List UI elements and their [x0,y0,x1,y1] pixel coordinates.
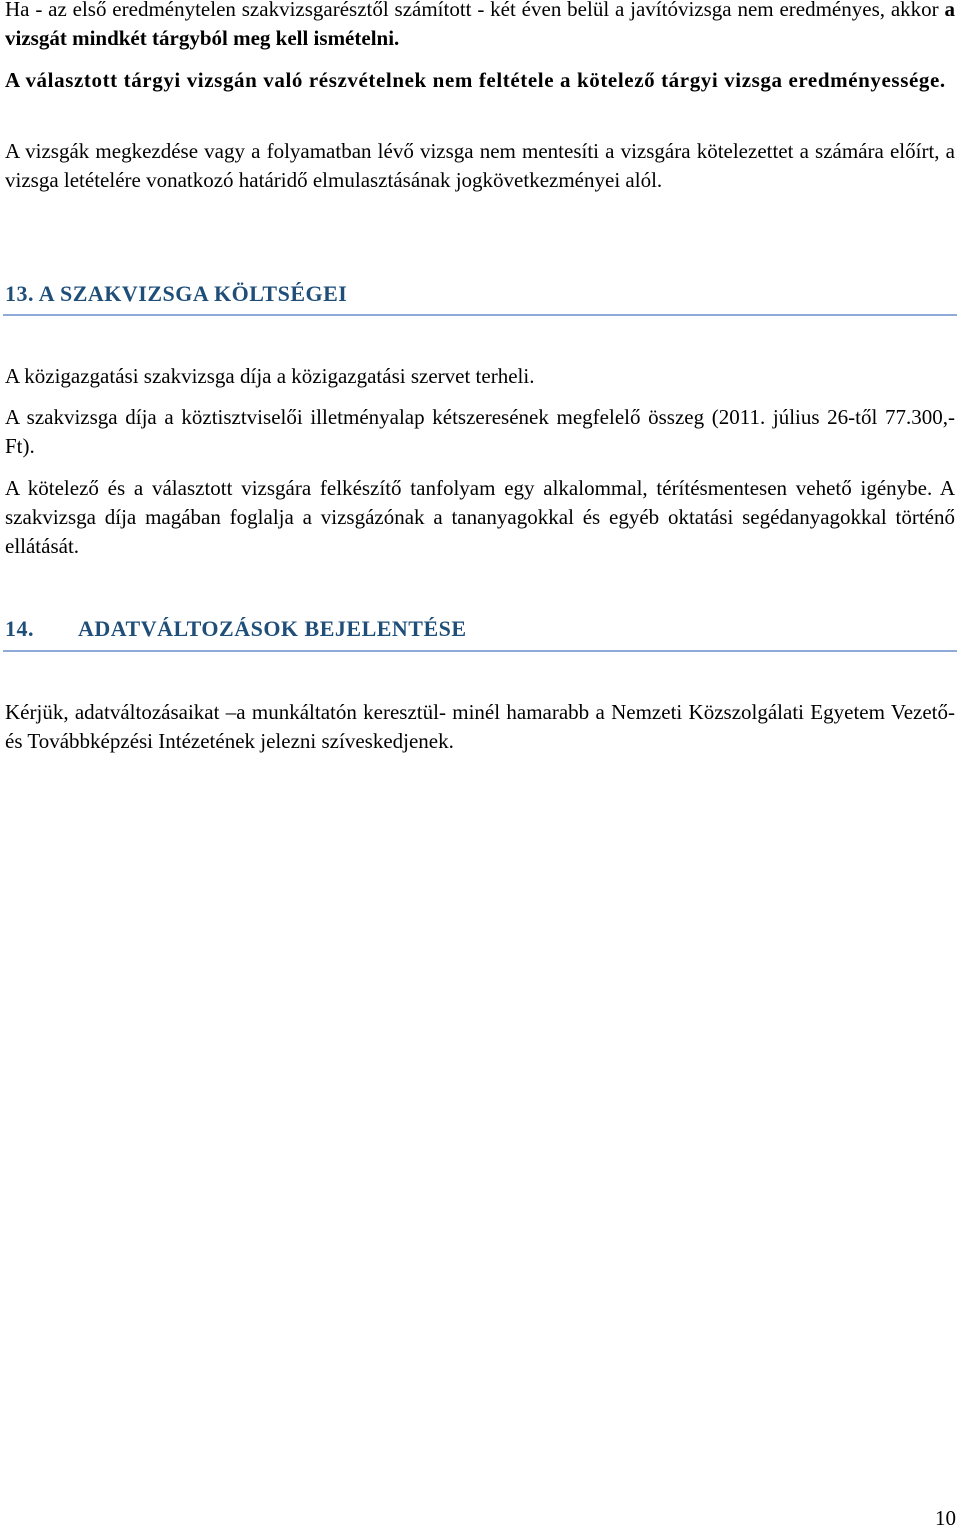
paragraph-elective-condition: A választott tárgyi vizsgán való részvételnek nem feltétele a kötelező tárgyi vizsga eredményessége. [5,68,946,92]
paragraph-retake-text: Ha - az első eredménytelen szakvizsgarésztől számított - két éven belül a javítóvizsga nem eredményes, akkor [5,0,945,21]
section-divider-14 [3,650,957,652]
paragraph-data-changes: Kérjük, adatváltozásaikat –a munkáltatón keresztül- minél hamarabb a Nemzeti Közszolgálati Egyetem Vezető- és Továbbképzési Intézetének jelezni szíveskedjenek. [5,700,955,753]
paragraph-fee-amount: A szakvizsga díja a köztisztviselői illetményalap kétszeresének megfelelő összeg (2011. július 26-től 77.300,- Ft). [5,405,955,458]
section-divider-13 [3,314,957,316]
section-number-14: 14. [5,616,34,641]
paragraph-deadline-consequences: A vizsgák megkezdése vagy a folyamatban lévő vizsga nem mentesíti a vizsgára kötelezettet a számára előírt, a vizsga letételére vonatkozó határidő elmulasztásának jogkövetkezményei alól. [5,139,955,192]
paragraph-retake-bold: a vizsgát mindkét tárgyból meg kell ismételni. [5,0,955,50]
page-number: 10 [935,1506,956,1530]
paragraph-fee-bearer: A közigazgatási szakvizsga díja a közigazgatási szervet terheli. [5,364,535,388]
section-title-13: A SZAKVIZSGA KÖLTSÉGEI [38,281,348,306]
section-heading-14 [5,616,957,642]
paragraph-retake-rule [5,0,955,53]
section-number-13: 13. [5,281,34,306]
section-heading-13 [5,281,957,307]
paragraph-course-free: A kötelező és a választott vizsgára felkészítő tanfolyam egy alkalommal, térítésmentesen vehető igénybe. A szakvizsga díja magában foglalja a vizsgázónak a tananyagokkal és egyéb oktatási segédanyagokkal történő ellátását. [5,476,955,558]
section-title-14: ADATVÁLTOZÁSOK BEJELENTÉSE [78,616,467,641]
